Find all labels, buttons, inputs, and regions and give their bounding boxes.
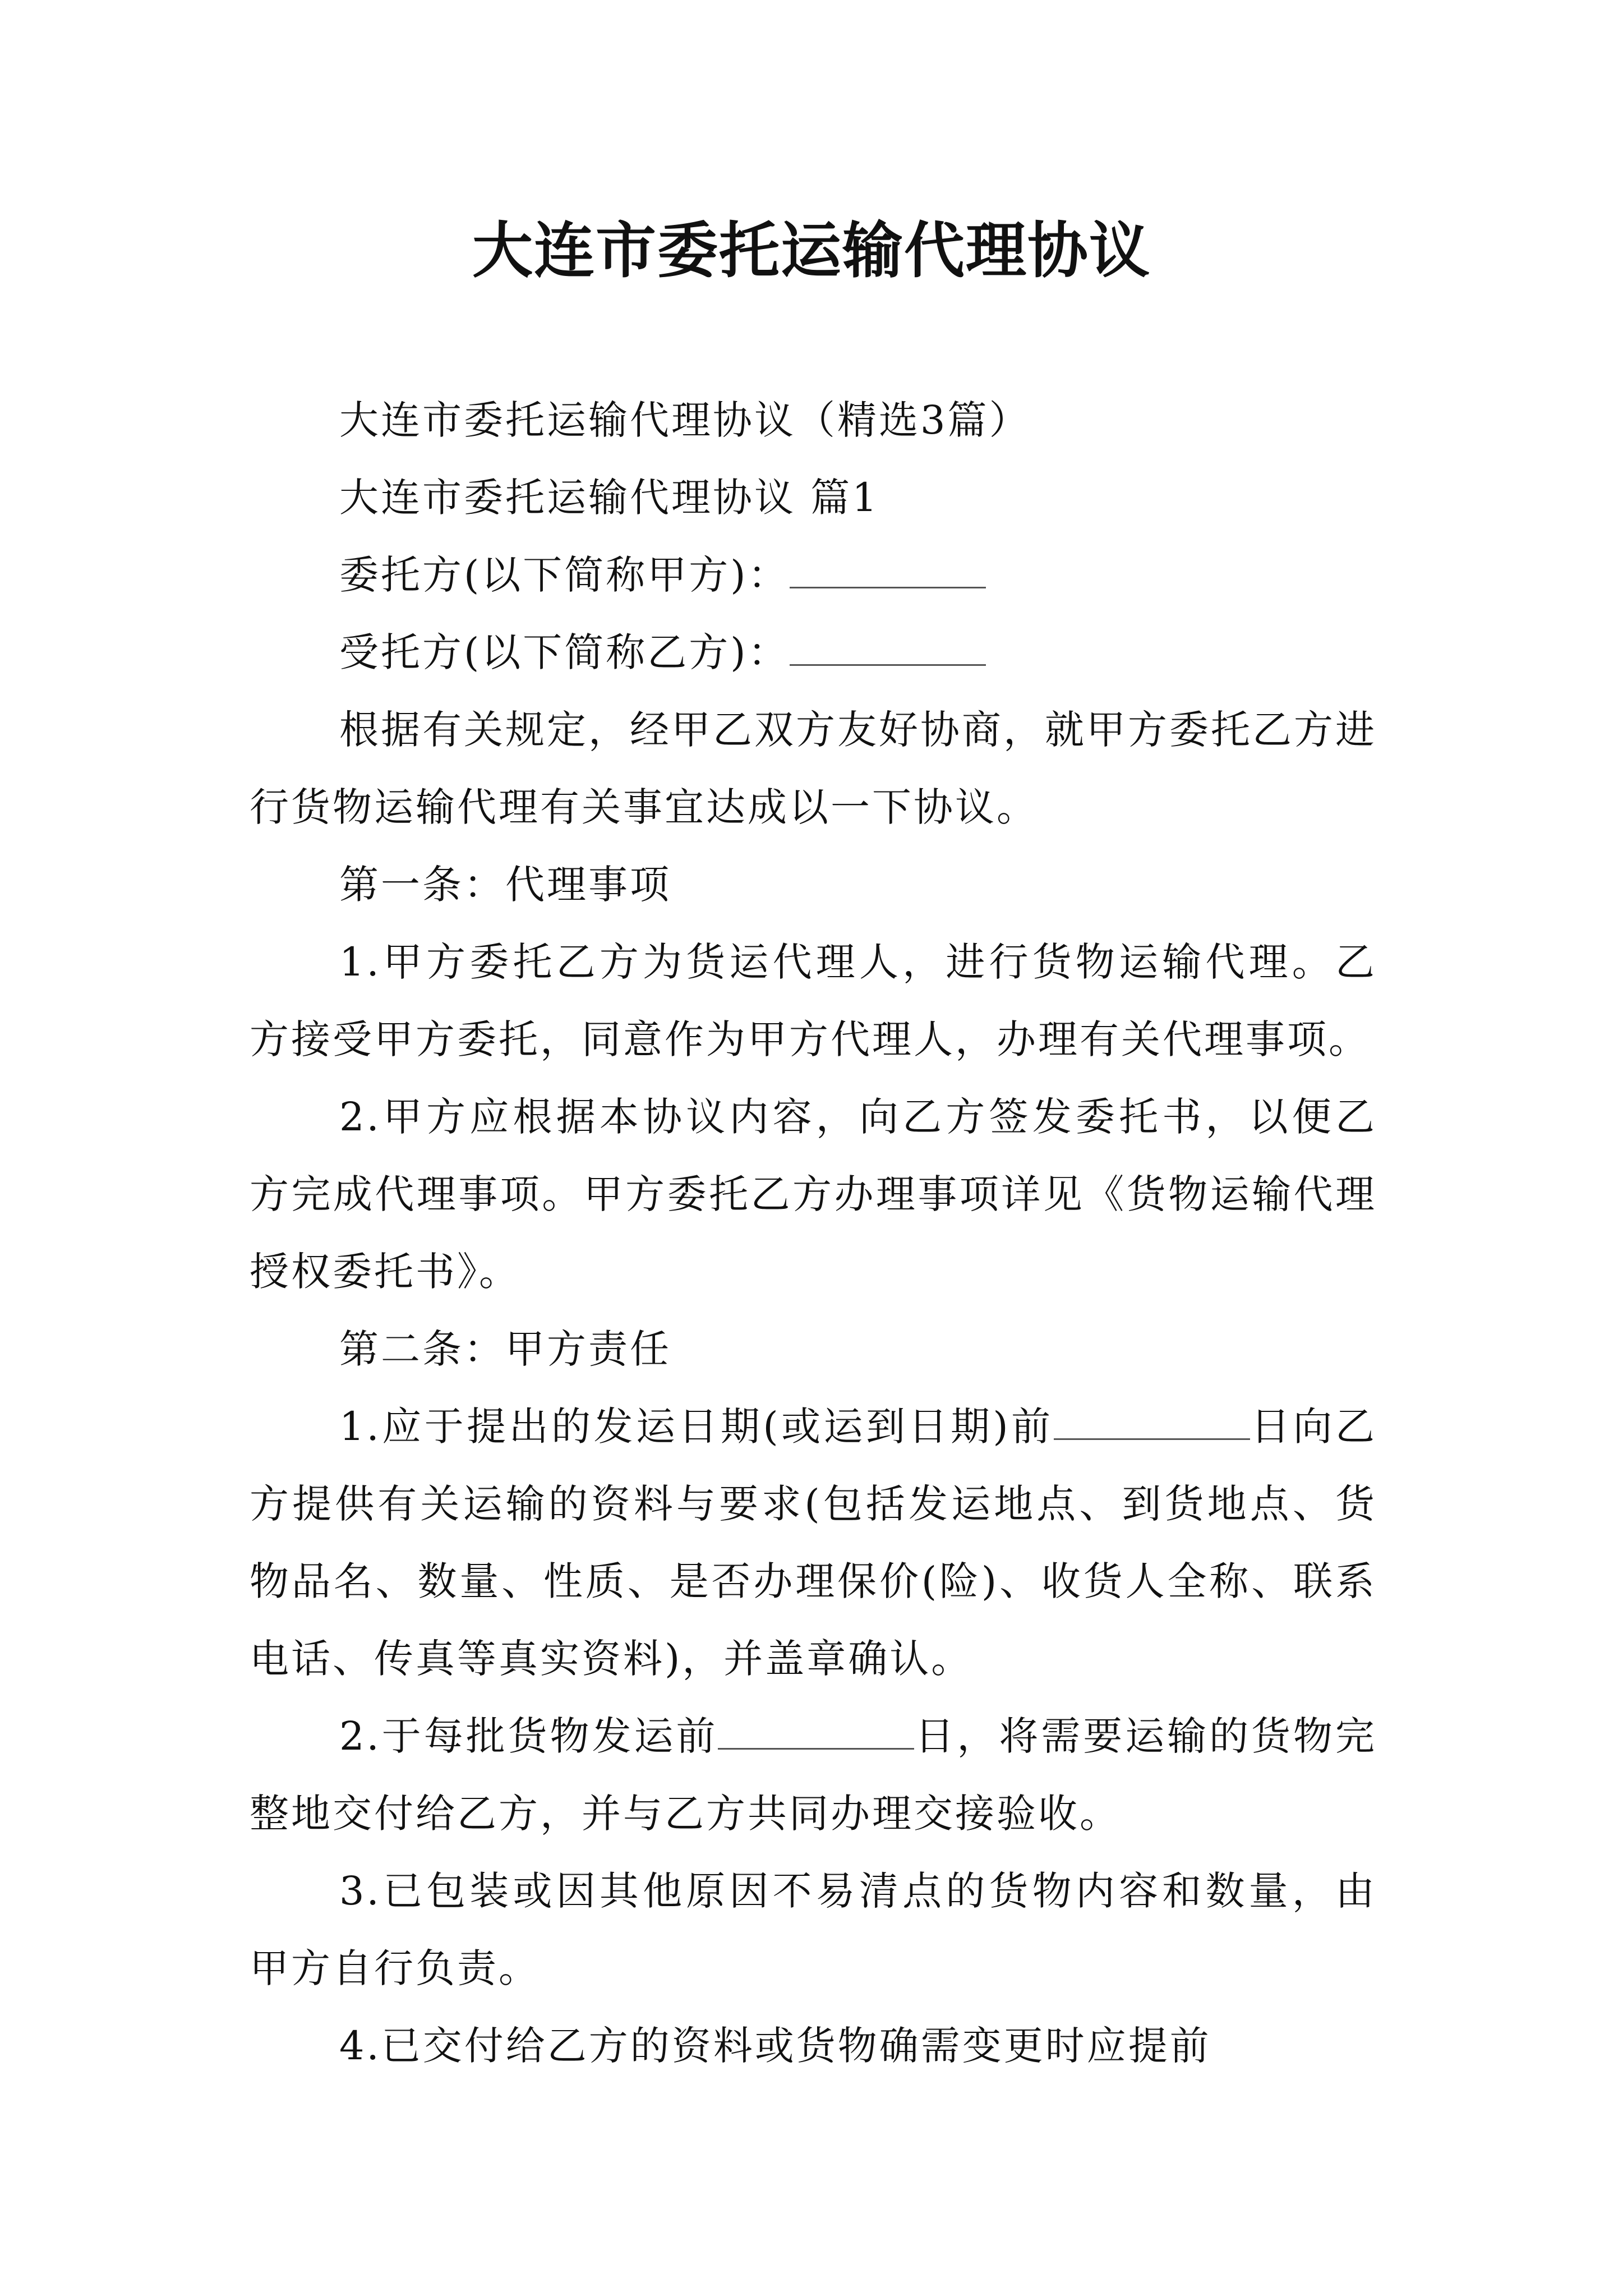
fill-in-blank[interactable]	[718, 1711, 914, 1750]
paragraph-text: 1.甲方委托乙方为货运代理人，进行货物运输代理。乙方接受甲方委托，同意作为甲方代理人，办理有关代理事项。	[250, 939, 1377, 1062]
paragraph-text: 第一条：代理事项	[339, 862, 671, 908]
paragraph-text: 大连市委托运输代理协议 篇1	[339, 475, 879, 521]
paragraph-text: 根据有关规定，经甲乙双方友好协商，就甲方委托乙方进行货物运输代理有关事宜达成以一下协议。	[250, 707, 1377, 830]
paragraph	[250, 1310, 1377, 1388]
paragraph-text: 2.于每批货物发运前	[339, 1713, 718, 1759]
paragraph	[250, 923, 1377, 1078]
paragraph	[250, 691, 1377, 846]
paragraph	[250, 1078, 1377, 1310]
paragraph-text: 4.已交付给乙方的资料或货物确需变更时应提前	[339, 2023, 1211, 2069]
paragraph	[250, 614, 1377, 691]
paragraph-text-continued: 日向乙方提供有关运输的资料与要求(包括发运地点、到货地点、货物品名、数量、性质、是否办理保价(险)、收货人全称、联系电话、传真等真实资料)，并盖章确认。	[250, 1404, 1377, 1682]
paragraph	[250, 536, 1377, 614]
paragraph	[250, 2007, 1377, 2085]
paragraph-text: 委托方(以下简称甲方)：	[339, 552, 790, 598]
document-body	[250, 381, 1377, 2085]
fill-in-blank[interactable]	[1054, 1401, 1250, 1441]
paragraph-text: 3.已包装或因其他原因不易清点的货物内容和数量，由甲方自行负责。	[250, 1868, 1377, 1991]
paragraph	[250, 381, 1377, 459]
paragraph-text: 第二条：甲方责任	[339, 1326, 671, 1372]
paragraph-text: 大连市委托运输代理协议（精选3篇）	[339, 397, 1031, 443]
paragraph-text: 1.应于提出的发运日期(或运到日期)前	[339, 1404, 1054, 1450]
paragraph	[250, 459, 1377, 536]
paragraph	[250, 846, 1377, 923]
paragraph	[250, 1852, 1377, 2007]
document-title: 大连市委托运输代理协议	[472, 216, 1151, 286]
paragraph	[250, 1697, 1377, 1852]
paragraph-text-continued: 日，将需要运输的货物完整地交付给乙方，并与乙方共同办理交接验收。	[250, 1713, 1377, 1837]
paragraph-text: 受托方(以下简称乙方)：	[339, 629, 790, 675]
fill-in-blank[interactable]	[790, 550, 986, 589]
paragraph-text: 2.甲方应根据本协议内容，向乙方签发委托书，以便乙方完成代理事项。甲方委托乙方办理事项详见《货物运输代理授权委托书》。	[250, 1094, 1377, 1295]
paragraph	[250, 1388, 1377, 1697]
fill-in-blank[interactable]	[790, 627, 986, 666]
